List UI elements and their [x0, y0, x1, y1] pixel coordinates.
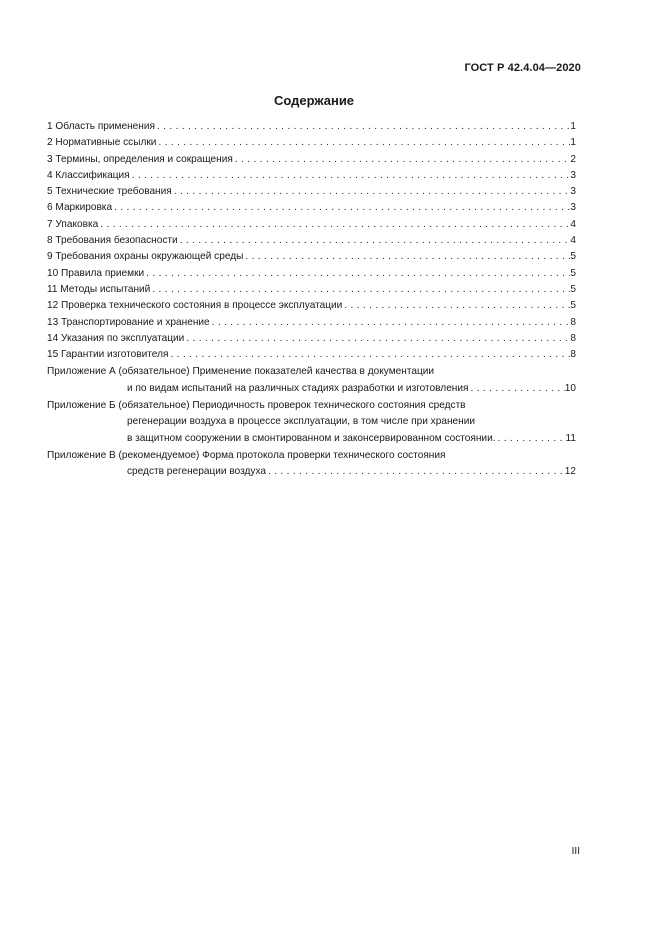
page-header: ГОСТ Р 42.4.04—2020	[464, 62, 581, 74]
appendix-line	[127, 381, 576, 397]
dot-leader	[172, 184, 571, 200]
appendix-title: Приложение Б (обязательное) Периодичность проверок технического состояния средств	[47, 400, 466, 412]
toc-appendix[interactable]	[47, 364, 576, 397]
toc-entry[interactable]	[47, 266, 576, 282]
toc-entry-line	[47, 347, 576, 363]
toc-entry-label: 4 Классификация	[47, 169, 130, 181]
appendix-page: 10	[564, 382, 576, 394]
toc-entry-line	[47, 282, 576, 298]
toc-entry-page: 5	[570, 300, 576, 312]
toc-entry-page: 4	[570, 218, 576, 230]
toc-entry[interactable]	[47, 200, 576, 216]
dot-leader	[210, 315, 571, 331]
appendix-line	[127, 464, 576, 480]
toc-entry-line	[47, 249, 576, 265]
toc-entry-line	[47, 266, 576, 282]
toc-entry[interactable]	[47, 168, 576, 184]
toc-entry-page: 3	[570, 186, 576, 198]
dot-leader	[233, 152, 571, 168]
toc-entry[interactable]	[47, 135, 576, 151]
appendix-title-continuation: регенерации воздуха в процессе эксплуатации, в том числе при хранении	[127, 416, 475, 428]
appendix-page: 11	[565, 432, 576, 444]
toc-entry-label: 2 Нормативные ссылки	[47, 137, 157, 149]
toc-entry-page: 8	[570, 332, 576, 344]
toc-entry-line	[47, 135, 576, 151]
toc-entry-line	[47, 200, 576, 216]
toc-entry-line	[47, 217, 576, 233]
toc-entry[interactable]	[47, 184, 576, 200]
toc-entry-label: 11 Методы испытаний	[47, 283, 151, 295]
toc-entry-label: 3 Термины, определения и сокращения	[47, 153, 233, 165]
toc-entry-label: 9 Требования охраны окружающей среды	[47, 251, 244, 263]
appendix-last-row	[47, 431, 576, 447]
toc-entry-page: 2	[570, 153, 576, 165]
dot-leader	[468, 381, 564, 397]
dot-leader	[496, 431, 566, 447]
toc-entry[interactable]	[47, 282, 576, 298]
toc-entry-page: 1	[570, 121, 576, 132]
toc-entry-page: 3	[570, 202, 576, 214]
appendix-last-row	[47, 381, 576, 397]
table-of-contents	[47, 119, 576, 481]
appendix-last-row	[47, 464, 576, 480]
toc-entry-line	[47, 298, 576, 314]
dot-leader	[243, 249, 570, 265]
toc-entry[interactable]	[47, 119, 576, 135]
appendix-page: 12	[564, 466, 576, 478]
toc-entry-label: 6 Маркировка	[47, 202, 113, 214]
dot-leader	[98, 217, 570, 233]
toc-entry-page: 4	[570, 235, 576, 247]
toc-entry[interactable]	[47, 249, 576, 265]
appendix-line	[127, 431, 576, 447]
toc-entry-line	[47, 152, 576, 168]
dot-leader	[144, 266, 570, 282]
dot-leader	[168, 347, 570, 363]
toc-entry-line	[47, 331, 576, 347]
appendix-title: Приложение А (обязательное) Применение показателей качества в документации	[47, 366, 434, 378]
toc-entry-label: 15 Гарантии изготовителя	[47, 349, 169, 361]
toc-entry-label: 13 Транспортирование и хранение	[47, 316, 210, 328]
toc-entry-line	[47, 315, 576, 331]
toc-entry-line	[47, 233, 576, 249]
toc-entry-page: 8	[570, 316, 576, 328]
toc-entry[interactable]	[47, 152, 576, 168]
dot-leader	[112, 200, 570, 216]
toc-entry[interactable]	[47, 217, 576, 233]
toc-entry[interactable]	[47, 347, 576, 363]
dot-leader	[155, 119, 570, 135]
toc-entry-page: 1	[570, 137, 576, 149]
toc-entry[interactable]	[47, 233, 576, 249]
dot-leader	[178, 233, 571, 249]
dot-leader	[156, 135, 570, 151]
dot-leader	[130, 168, 571, 184]
toc-entry-line	[47, 184, 576, 200]
appendix-label: и по видам испытаний на различных стадиях разработки и изготовления	[127, 382, 469, 394]
toc-entry[interactable]	[47, 298, 576, 314]
dot-leader	[342, 298, 570, 314]
toc-appendix[interactable]	[47, 398, 576, 447]
toc-title: Содержание	[273, 93, 355, 108]
toc-entry-label: 7 Упаковка	[47, 218, 99, 230]
dot-leader	[184, 331, 570, 347]
toc-entry-label: 12 Проверка технического состояния в процессе эксплуатации	[47, 300, 343, 312]
toc-entry-line	[47, 168, 576, 184]
appendix-label: средств регенерации воздуха	[127, 466, 266, 478]
toc-entry-label: 8 Требования безопасности	[47, 235, 178, 247]
toc-entry-label: 5 Технические требования	[47, 186, 172, 198]
toc-entry-page: 3	[570, 169, 576, 181]
toc-entry-page: 5	[570, 267, 576, 279]
dot-leader	[150, 282, 570, 298]
toc-entry-label: 14 Указания по эксплуатации	[47, 332, 185, 344]
toc-entry[interactable]	[47, 331, 576, 347]
toc-entry-label: 1 Область применения	[47, 121, 155, 132]
toc-entry-line	[47, 119, 576, 135]
toc-entry-page: 5	[570, 283, 576, 295]
page-number: III	[571, 846, 580, 857]
toc-entry-page: 8	[570, 349, 576, 361]
appendix-title: Приложение В (рекомендуемое) Форма протокола проверки технического состояния	[47, 449, 446, 461]
toc-entry-label: 10 Правила приемки	[47, 267, 145, 279]
toc-entry-page: 5	[570, 251, 576, 263]
toc-entry[interactable]	[47, 315, 576, 331]
toc-appendix[interactable]	[47, 448, 576, 481]
appendix-label: в защитном сооружении в смонтированном и законсервированном состоянии.	[127, 432, 496, 444]
dot-leader	[266, 464, 565, 480]
